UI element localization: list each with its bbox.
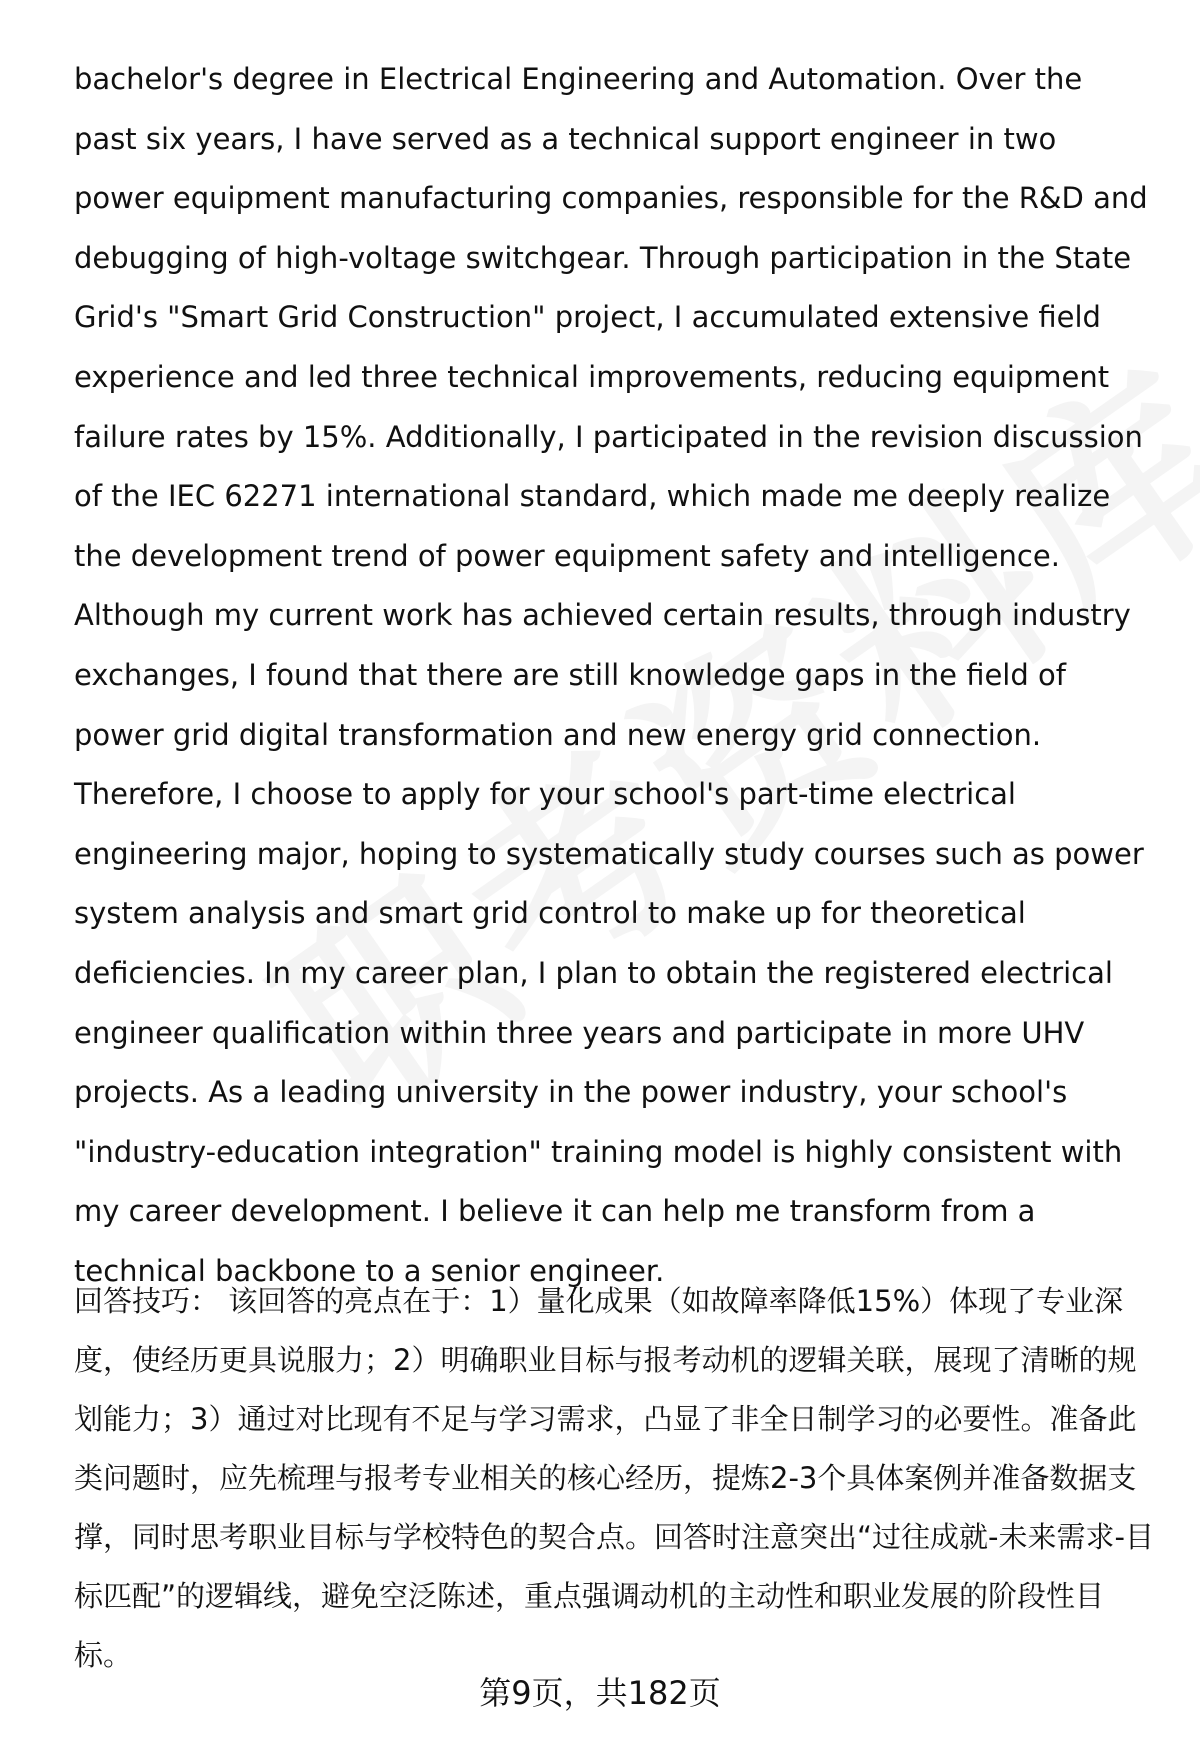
english-answer-paragraph: bachelor's degree in Electrical Engineering and Automation. Over the past six years, I have served as a technical support engineer in two power equipment manufacturing companies, responsible for the R&D and debugging of high-voltage switchgear. Through participation in the State Grid's "Smart Grid Construction" project, I accumulated extensive field experience and led three technical improvements, reducing equipment failure rates by 15%. Additionally, I participated in the revision discussion of the IEC 62271 international standard, which made me deeply realize the development trend of power equipment safety and intelligence. Although my current work has achieved certain results, through industry exchanges, I found that there are still knowledge gaps in the field of power grid digital transformation and new energy grid connection. Therefore, I choose to apply for your school's part-time electrical engineering major, hoping to systematically study courses such as power system analysis and smart grid control to make up for theoretical deficiencies. In my career plan, I plan to obtain the registered electrical engineer qualification within three years and participate in more UHV projects. As a leading university in the power industry, your school's "industry-education integration" training model is highly consistent with my career development. I believe it can help me transform from a technical backbone to a senior engineer. bbox=[74, 62, 1148, 1288]
page-number: 第9页，共182页 bbox=[479, 1674, 721, 1712]
answer-tips-paragraph: 回答技巧： 该回答的亮点在于：1）量化成果（如故障率降低15%）体现了专业深度，使经历更具说服力；2）明确职业目标与报考动机的逻辑关联，展现了清晰的规划能力；3）通过对比现有不足与学习需求，凸显了非全日制学习的必要性。准备此类问题时，应先梳理与报考专业相关的核心经历，提炼2-3个具体案例并准备数据支撑，同时思考职业目标与学校特色的契合点。回答时注意突出“过往成就-未来需求-目标匹配”的逻辑线，避免空泛陈述，重点强调动机的主动性和职业发展的阶段性目标。 bbox=[74, 1284, 1154, 1672]
